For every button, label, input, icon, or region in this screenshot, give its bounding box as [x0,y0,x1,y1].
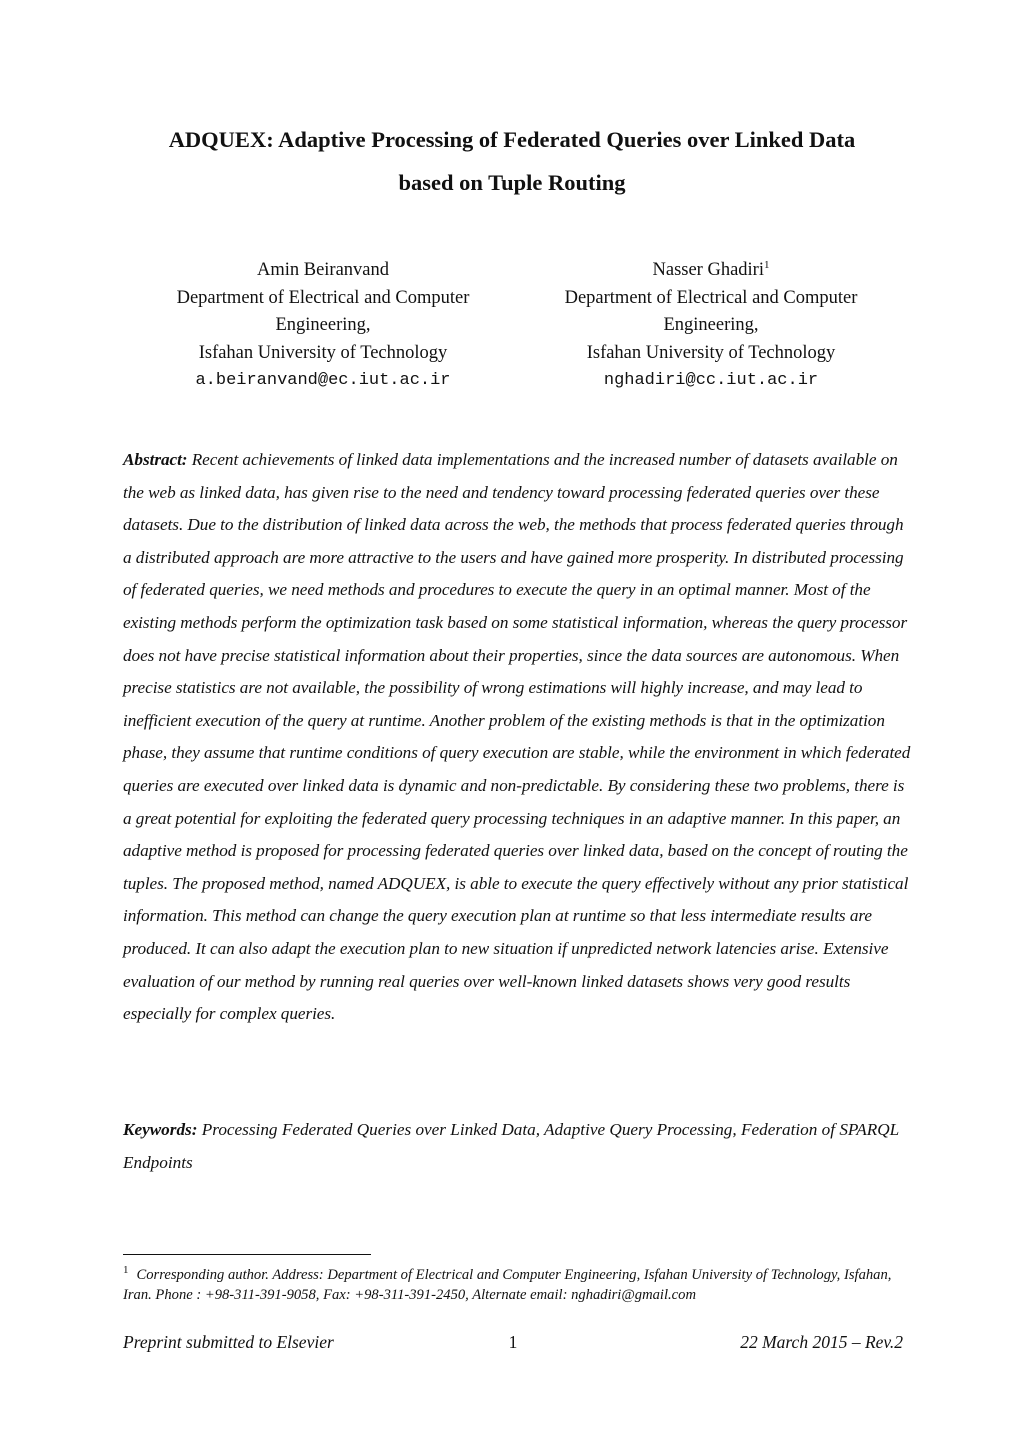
author-name-line [521,257,901,285]
footer-preprint-note: Preprint submitted to Elsevier [123,1332,334,1352]
footnote-divider [123,1254,371,1255]
abstract-label: Abstract: [123,450,188,469]
abstract [123,444,913,1031]
author-block-1 [133,257,513,395]
keywords-text: Processing Federated Queries over Linked Data, Adaptive Query Processing, Federation of SPARQL Endpoints [123,1120,899,1172]
paper-title-line-2: based on Tuple Routing [398,170,626,195]
paper-title-line-1: ADQUEX: Adaptive Processing of Federated Queries over Linked Data [168,127,856,152]
author-block-2 [521,257,901,395]
page-footer [123,1330,903,1354]
author-university: Isfahan University of Technology [198,342,448,363]
footer-date-revision: 22 March 2015 – Rev.2 [740,1332,903,1352]
footnote [123,1266,903,1305]
author-email: a.beiranvand@ec.iut.ac.ir [195,371,451,390]
author-university: Isfahan University of Technology [586,342,836,363]
abstract-text: Recent achievements of linked data implementations and the increased number of datasets available on the web as linked data, has given rise to the need and tendency toward processing federated queries over these datasets. Due to the distribution of linked data across the web, the methods that process federated queries through a distributed approach are more attractive to the users and have gained more prosperity. In distributed processing of federated queries, we need methods and procedures to execute the query in an optimal manner. Most of the existing methods perform the optimization task based on some statistical information, whereas the query processor does not have precise statistical information about their properties, since the data sources are autonomous. When precise statistics are not available, the possibility of wrong estimations will highly increase, and may lead to inefficient execution of the query at runtime. Another problem of the existing methods is that in the optimization phase, they assume that runtime conditions of query execution are stable, while the environment in which federated queries are executed over linked data is dynamic and non-predictable. By considering these two problems, there is a great potential for exploiting the federated query processing techniques in an adaptive manner. In this paper, an adaptive method is proposed for processing federated queries over linked data, based on the concept of routing the tuples. The proposed method, named ADQUEX, is able to execute the query effectively without any prior statistical information. This method can change the query execution plan at runtime so that less intermediate results are produced. It can also adapt the execution plan to new situation if unpredicted network latencies arise. Extensive evaluation of our method by running real queries over well-known linked datasets shows very good results especially for complex queries. [123,450,911,1024]
author-email: nghadiri@cc.iut.ac.ir [603,371,819,390]
author-department-cont: Engineering, [663,315,759,335]
author-department: Department of Electrical and Computer [564,287,858,308]
page-number: 1 [508,1332,518,1352]
author-department-cont: Engineering, [275,315,371,335]
paper-title [100,118,924,204]
footnote-mark: 1 [123,1264,129,1277]
keywords [123,1114,913,1179]
author-name: Amin Beiranvand [256,260,390,280]
author-name: Nasser Ghadiri [652,260,764,280]
footnote-text: Corresponding author. Address: Department of Electrical and Computer Engineering, Isfahan University of Technology, Isfahan, Iran. Phone : +98-311-391-9058, Fax: +98-311-391-2450, Alternate email: nghadiri@gmail.com [123,1267,892,1303]
author-department: Department of Electrical and Computer [176,287,470,308]
footnote-ref-mark: 1 [763,258,770,271]
keywords-label: Keywords: [123,1120,198,1139]
